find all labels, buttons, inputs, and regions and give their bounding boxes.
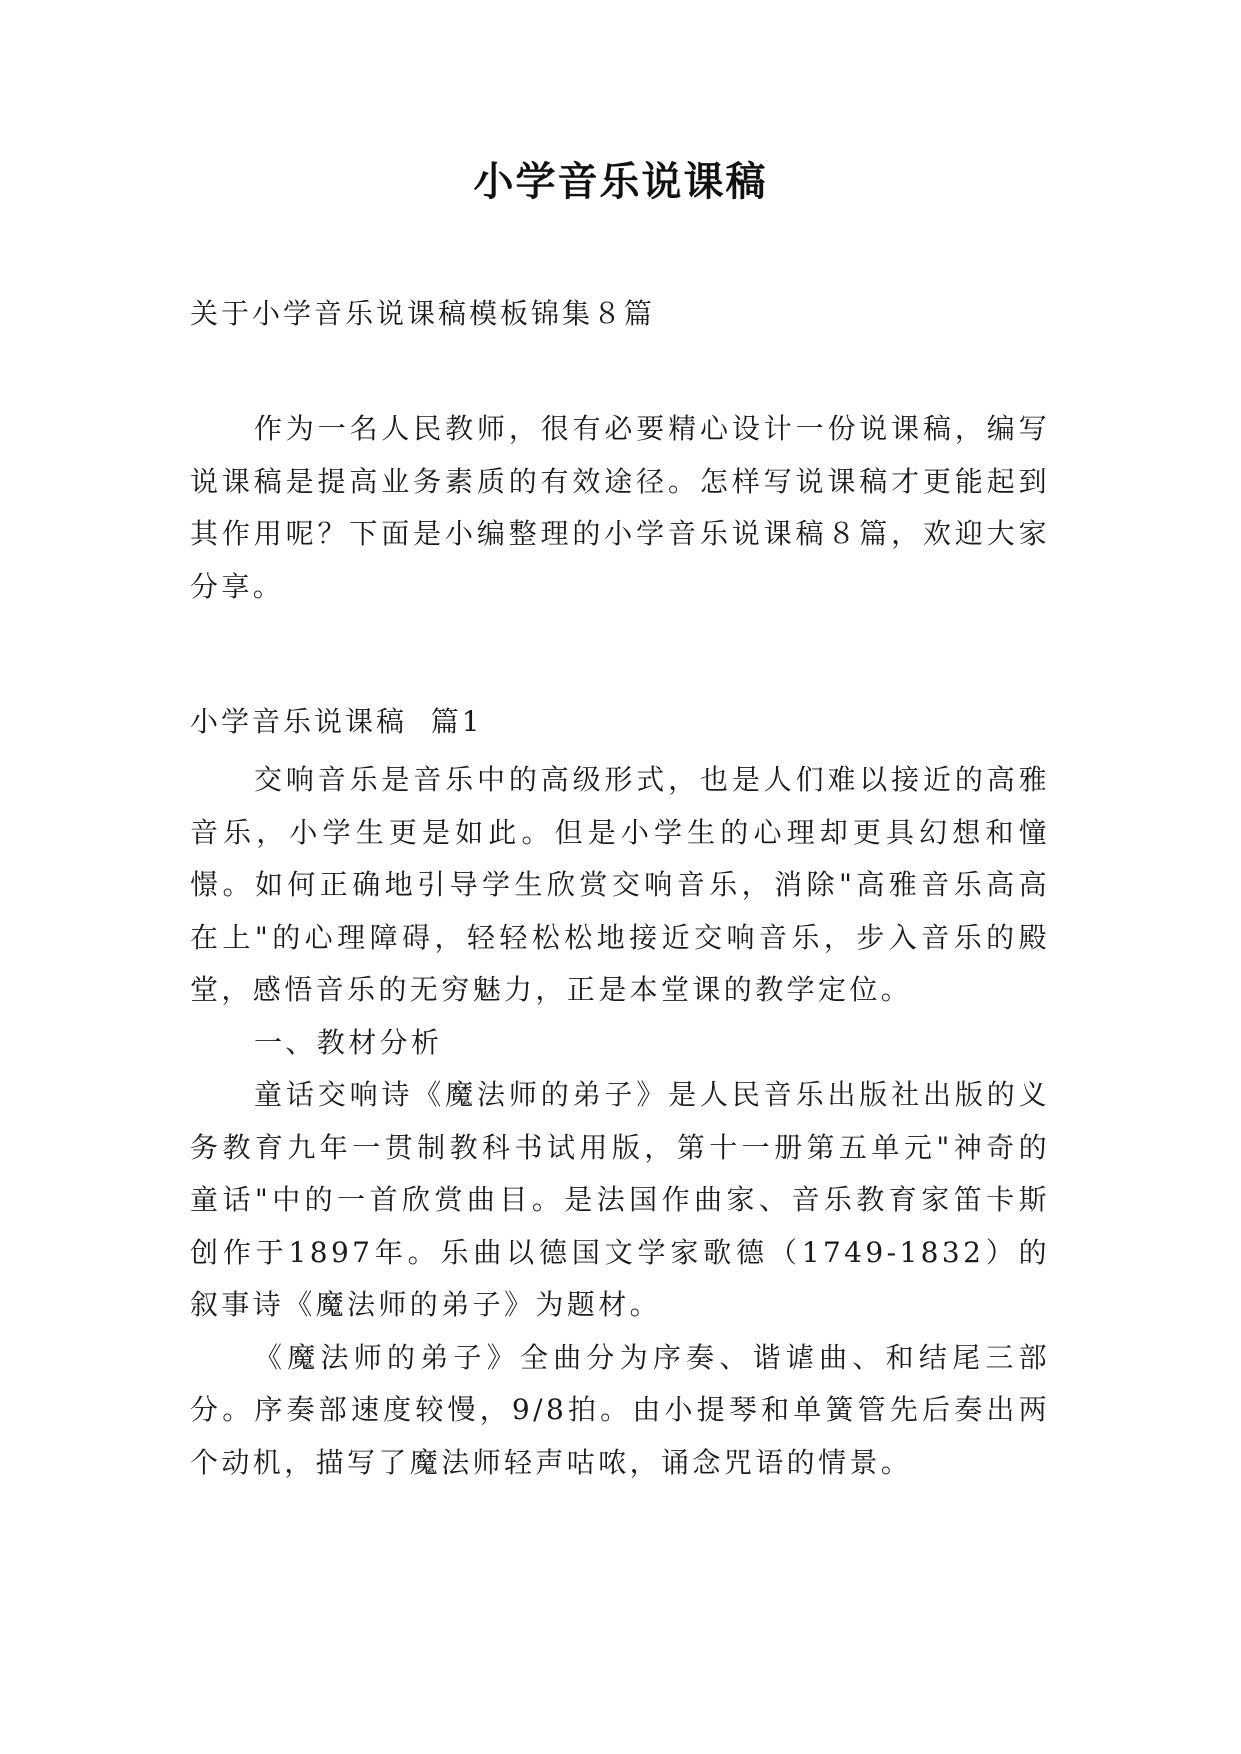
subsection-heading: 一、教材分析 xyxy=(254,1025,443,1059)
document-title: 小学音乐说课稿 xyxy=(473,159,768,205)
body-paragraph: 《魔法师的弟子》全曲分为序奏、谐谑曲、和结尾三部分。序奏部速度较慢，9/8拍。由小提琴和单簧管先后奏出两个动机，描写了魔法师轻声咕哝，诵念咒语的情景。 xyxy=(190,1340,1050,1479)
intro-paragraph: 作为一名人民教师，很有必要精心设计一份说课稿，编写说课稿是提高业务素质的有效途径。怎样写说课稿才更能起到其作用呢？下面是小编整理的小学音乐说课稿８篇，欢迎大家分享。 xyxy=(190,412,1050,603)
body-paragraph: 童话交响诗《魔法师的弟子》是人民音乐出版社出版的义务教育九年一贯制教科书试用版，第十一册第五单元"神奇的童话"中的一首欣赏曲目。是法国作曲家、音乐教育家笛卡斯创作于1897年。乐曲以德国文学家歌德（1749-1832）的叙事诗《魔法师的弟子》为题材。 xyxy=(190,1078,1050,1321)
section-heading: 小学音乐说课稿 篇1 xyxy=(190,705,483,738)
section-body xyxy=(190,754,1050,1489)
intro-section xyxy=(190,403,1050,613)
body-paragraph: 交响音乐是音乐中的高级形式，也是人们难以接近的高雅音乐，小学生更是如此。但是小学生的心理却更具幻想和憧憬。如何正确地引导学生欣赏交响音乐，消除"高雅音乐高高在上"的心理障碍，轻轻松松地接近交响音乐，步入音乐的殿堂，感悟音乐的无穷魅力，正是本堂课的教学定位。 xyxy=(190,763,1050,1006)
document-subtitle: 关于小学音乐说课稿模板锦集８篇 xyxy=(190,297,656,330)
